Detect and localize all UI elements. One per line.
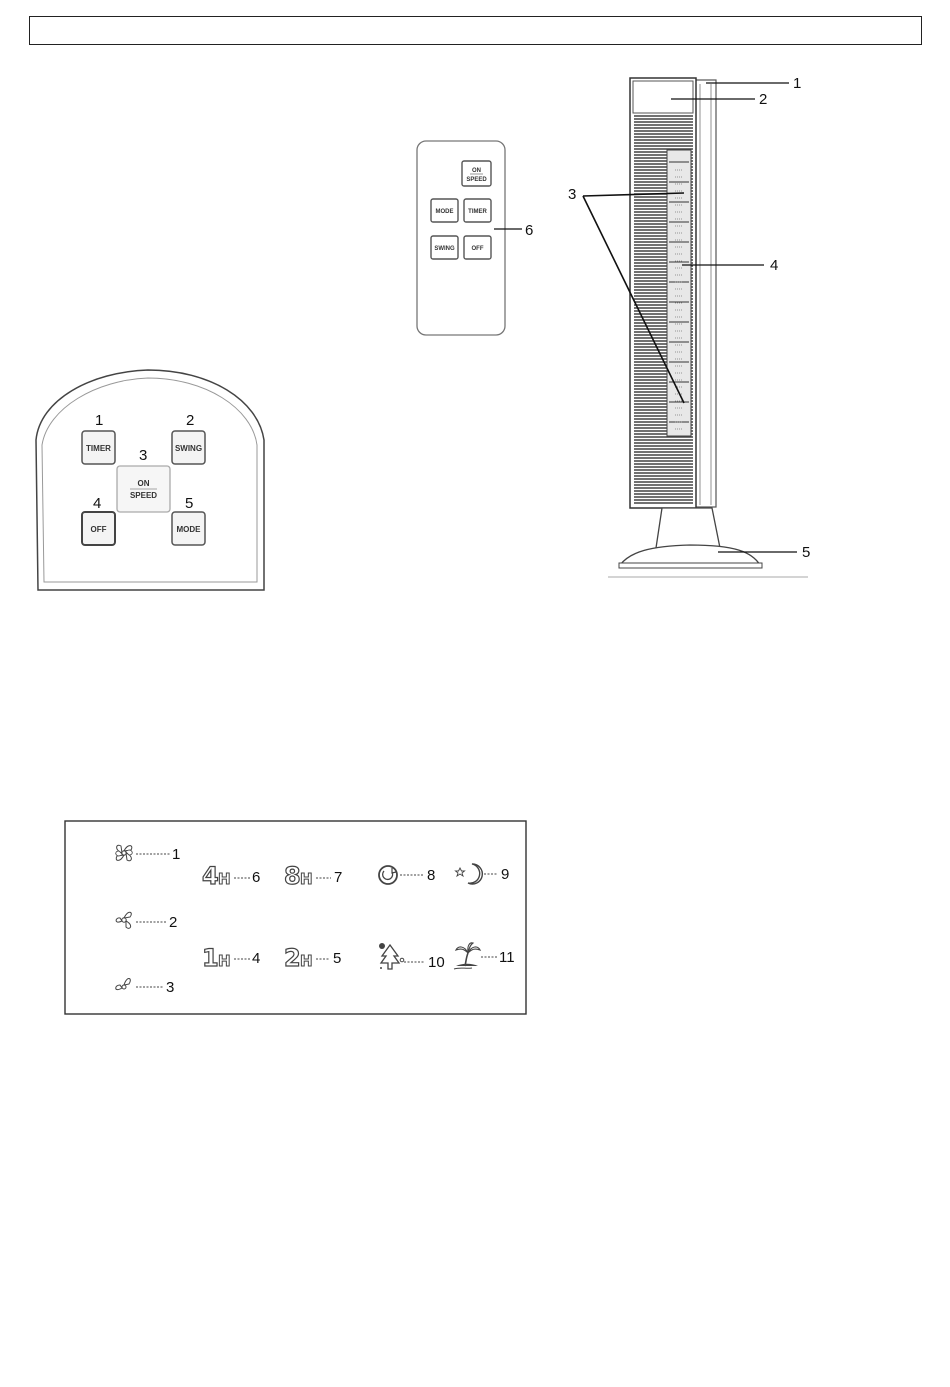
timer-1h-digit: 1 [202, 944, 219, 972]
panel-on-label: ON [137, 479, 150, 488]
panel-number-1: 1 [95, 412, 104, 429]
timer-2h-unit: H [300, 952, 313, 970]
remote-swing-label: SWING [434, 246, 455, 252]
timer-1h-unit: H [218, 952, 231, 970]
fan-low-number: 3 [166, 979, 175, 996]
panel-speed-label: SPEED [129, 491, 158, 500]
timer-8h-digit: 8 [284, 862, 301, 890]
sleep-mode-number: 9 [501, 866, 510, 883]
remote-control [417, 141, 533, 335]
natural-mode-number: 10 [428, 954, 445, 971]
panel-off-label: OFF [90, 525, 107, 534]
panel-timer-label: TIMER [86, 444, 111, 453]
fan-callout-2: 2 [759, 91, 768, 108]
fan-high-number: 1 [172, 846, 181, 863]
control-panel [36, 370, 264, 590]
timer-1h-number: 4 [252, 950, 261, 967]
panel-number-5: 5 [185, 495, 194, 512]
tower-fan [568, 75, 810, 577]
panel-number-3: 3 [139, 447, 148, 464]
timer-8h-unit: H [300, 870, 313, 888]
tropical-mode-number: 11 [499, 949, 515, 966]
fan-mid-number: 2 [169, 914, 178, 931]
remote-on-label: ON [472, 168, 481, 174]
panel-mode-label: MODE [176, 525, 201, 534]
panel-swing-label: SWING [174, 444, 203, 453]
remote-timer-label: TIMER [468, 209, 487, 215]
remote-off-label: OFF [471, 246, 484, 252]
timer-2h-digit: 2 [284, 944, 301, 972]
remote-mode-label: MODE [435, 209, 454, 215]
timer-8h-number: 7 [334, 869, 343, 886]
timer-4h-digit: 4 [202, 862, 219, 890]
display-panel [65, 821, 526, 1014]
remote-callout-label: 6 [525, 222, 534, 239]
panel-number-4: 4 [93, 495, 102, 512]
normal-mode-number: 8 [427, 867, 436, 884]
remote-speed-label: SPEED [466, 177, 487, 183]
fan-callout-5: 5 [802, 544, 811, 561]
fan-callout-4: 4 [770, 257, 779, 274]
timer-4h-number: 6 [252, 869, 261, 886]
timer-2h-number: 5 [333, 950, 342, 967]
fan-callout-1: 1 [793, 75, 802, 92]
panel-number-2: 2 [186, 412, 195, 429]
timer-4h-unit: H [218, 870, 231, 888]
fan-callout-3: 3 [568, 186, 577, 203]
